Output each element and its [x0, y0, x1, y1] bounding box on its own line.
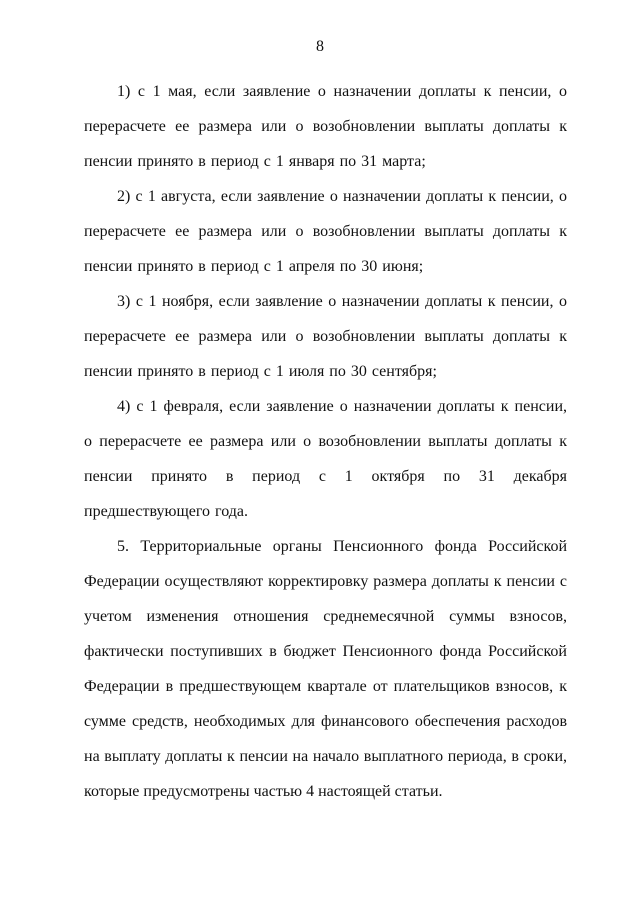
paragraph-item-3: 3) с 1 ноября, если заявление о назначении доплаты к пенсии, о перерасчете ее размера или о возобновлении выплаты доплаты к пенсии принято в период с 1 июля по 30 сентября;	[84, 293, 567, 380]
page-number: 8	[316, 38, 324, 55]
document-body	[84, 74, 567, 809]
paragraph-clause-5: 5. Территориальные органы Пенсионного фонда Российской Федерации осуществляют корректировку размера доплаты к пенсии с учетом изменения отношения среднемесячной суммы взносов, фактически поступивших в бюджет Пенсионного фонда Российской Федерации в предшествующем квартале от плательщиков взносов, к сумме средств, необходимых для финансового обеспечения расходов на выплату доплаты к пенсии на начало выплатного периода, в сроки, которые предусмотрены частью 4 настоящей статьи.	[84, 538, 567, 800]
paragraph-item-4: 4) с 1 февраля, если заявление о назначении доплаты к пенсии, о перерасчете ее размера или о возобновлении выплаты доплаты к пенсии принято в период с 1 октября по 31 декабря предшествующего года.	[84, 398, 567, 520]
paragraph-item-2: 2) с 1 августа, если заявление о назначении доплаты к пенсии, о перерасчете ее размера или о возобновлении выплаты доплаты к пенсии принято в период с 1 апреля по 30 июня;	[84, 188, 567, 275]
paragraph-item-1: 1) с 1 мая, если заявление о назначении доплаты к пенсии, о перерасчете ее размера или о возобновлении выплаты доплаты к пенсии принято в период с 1 января по 31 марта;	[84, 83, 567, 170]
